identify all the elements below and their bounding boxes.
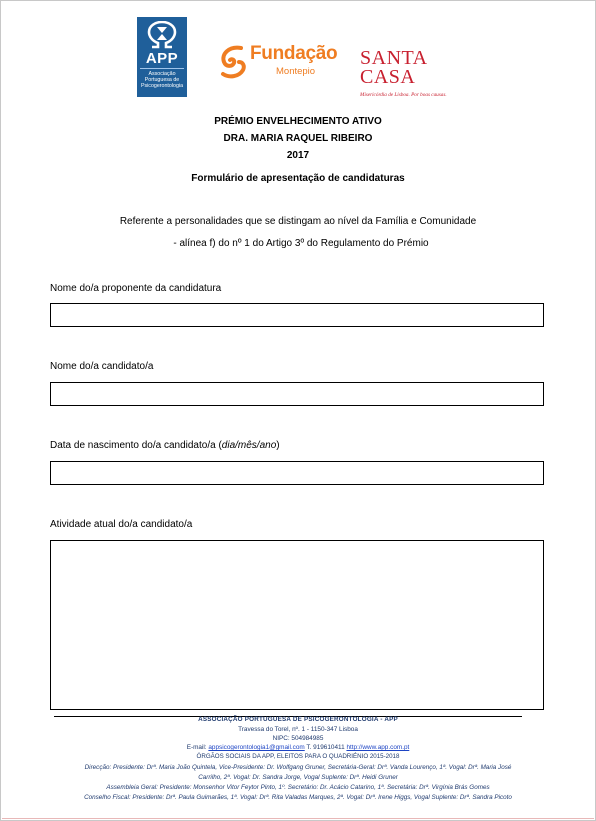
proponent-name-field[interactable] bbox=[50, 303, 544, 327]
candidate-label: Nome do/a candidato/a bbox=[50, 361, 154, 372]
app-logo-subtitle: Associação Portuguesa de Psicogerontologia bbox=[140, 71, 184, 89]
award-honoree: DRA. MARIA RAQUEL RIBEIRO bbox=[223, 133, 373, 144]
app-logo-acronym: APP bbox=[145, 50, 179, 67]
page-bottom-rule bbox=[2, 818, 594, 819]
award-year: 2017 bbox=[286, 150, 310, 161]
footer-org-name: ASSOCIAÇÃO PORTUGUESA DE PSICOGERONTOLOGIA - APP bbox=[198, 716, 398, 723]
app-logo bbox=[137, 17, 187, 97]
app-logo-divider bbox=[140, 68, 184, 69]
fundacao-montepio-logo bbox=[217, 42, 337, 82]
santa-casa-tagline: Misericórdia de Lisboa. Por boas causas. bbox=[360, 92, 447, 98]
reference-line-2: - alínea f) do nº 1 do Artigo 3º do Regulamento do Prémio bbox=[173, 238, 429, 249]
reference-line-1: Referente a personalidades que se distingam ao nível da Família e Comunidade bbox=[119, 216, 477, 227]
omega-hourglass-icon bbox=[146, 21, 178, 49]
phone-text: T. 919610411 bbox=[304, 744, 347, 751]
birthdate-label bbox=[50, 440, 280, 451]
santa-casa-line1: SANTA bbox=[360, 47, 428, 69]
santa-casa-logo bbox=[360, 48, 460, 100]
birthdate-label-format: dia/mês/ano bbox=[221, 440, 277, 451]
footer-bodies-title: ÓRGÃOS SOCIAIS DA APP, ELEITOS PARA O QUADRIÉNIO 2015-2018 bbox=[196, 753, 400, 760]
email-link[interactable]: appsicogerontologia1@gmail.com bbox=[208, 744, 305, 751]
email-label: E-mail: bbox=[186, 744, 209, 751]
fundacao-name: Fundação bbox=[250, 43, 338, 64]
footer-nipc: NIPC: 504984985 bbox=[272, 735, 324, 742]
footer-council: Conselho Fiscal: Presidente: Drª. Paula Guimarães, 1ª. Vogal: Drª. Rita Valadas Marques, 2ª. Vogal: Drª. Irene Higgs, Vogal Suplente: Drª. Sandra Picoto bbox=[84, 794, 512, 801]
footer-direction-1: Direcção: Presidente: Drª. Maria João Quintela, Vice-Presidente: Dr. Wolfgang Gruner, Secretária-Geral: Drª. Vanda Lourenço, 1ª. Vogal: Drª. Maria José bbox=[84, 764, 512, 771]
birthdate-label-prefix: Data de nascimento do/a candidato/a ( bbox=[50, 440, 222, 451]
form-title: Formulário de apresentação de candidaturas bbox=[191, 173, 405, 184]
candidate-name-field[interactable] bbox=[50, 382, 544, 406]
proponent-label: Nome do/a proponente da candidatura bbox=[50, 283, 222, 294]
santa-casa-line2: CASA bbox=[360, 66, 416, 88]
award-title: PRÉMIO ENVELHECIMENTO ATIVO bbox=[214, 116, 382, 127]
fundacao-swirl-icon bbox=[217, 44, 247, 80]
activity-field[interactable] bbox=[50, 540, 544, 710]
footer-direction-2: Carrilho, 2ª. Vogal: Dr. Sandra Jorge, Vogal Suplente: Drª. Heidi Gruner bbox=[198, 774, 398, 781]
activity-label: Atividade atual do/a candidato/a bbox=[50, 519, 193, 530]
website-link[interactable]: http://www.app.com.pt bbox=[346, 744, 410, 751]
footer-contacts bbox=[0, 744, 596, 751]
birthdate-field[interactable] bbox=[50, 461, 544, 485]
footer-address: Travessa do Torel, nº. 1 - 1150-347 Lisboa bbox=[238, 726, 358, 733]
footer-assembly: Assembleia Geral: Presidente: Monsenhor Vitor Feytor Pinto, 1º. Secretário: Dr. Acácio Catarino, 1ª. Secretária: Drª. Virgínia Brás Gomes bbox=[106, 784, 490, 791]
birthdate-label-suffix: ) bbox=[276, 440, 280, 451]
fundacao-sub: Montepio bbox=[276, 66, 316, 77]
